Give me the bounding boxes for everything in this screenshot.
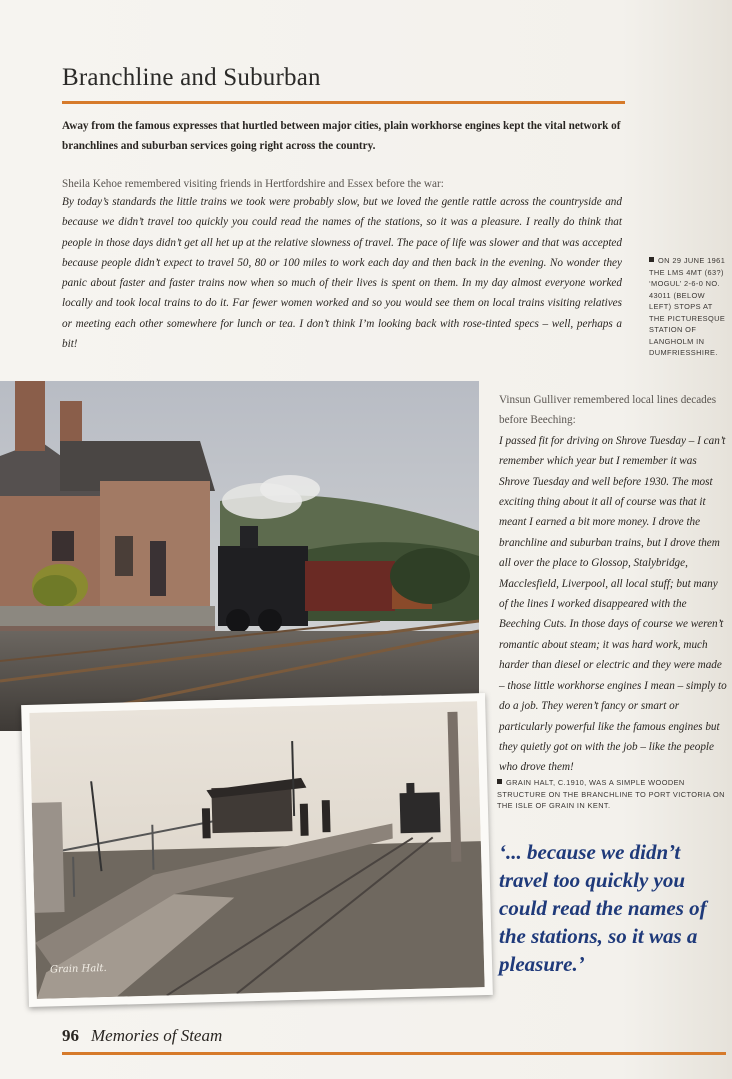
page-number: 96 <box>62 1026 79 1045</box>
right-column <box>499 390 727 778</box>
page-title: Branchline and Suburban <box>62 64 321 91</box>
book-title-footer: Memories of Steam <box>91 1026 223 1045</box>
sheila-quote: By today’s standards the little trains we took were probably slow, but we loved the gentle rattle across the countryside and because we didn’t travel too quickly you could read the names of the stations, so it was a pleasure. I really do think that people in those days didn’t get all het up at the relative slowness of travel. The pace of life was slower and that was accepted because people didn’t expect to travel 50, 80 or 100 miles to work each day and then back in the evening. No wonder they panic about faster and faster trains now when so much of their lives is spent on them. In my day almost everyone worked locally and took local trains to do it. Far fewer women worked and so you would see them on local trains visiting relatives or meeting each other somewhere for lunch or tea. I don’t think I’m looking back with rose-tinted specs – well, perhaps a bit! <box>62 196 622 351</box>
gulliver-quote: I passed fit for driving on Shrove Tuesday – I can’t remember which year but I remember it was Shrove Tuesday and well before 1930. The most exciting thing about it all of course was that it meant I earned a bit more money. I drove the branchline and suburban trains, but I drove them all over the place to Glossop, Stalybridge, Macclesfield, Liverpool, all local stuff; but many of the lines I worked disappeared with the Beeching Cuts. In those days of course we weren’t romantic about steam; it was hard work, much harder than diesel or electric and they were made – those little workhorse engines I mean – simply to do a job. They weren’t fancy or smart or particularly powerful like the famous engines but they quietly got on with the job – like the people who drove them! <box>499 434 727 774</box>
title-rule <box>62 101 625 104</box>
langholm-station-photo <box>0 381 479 731</box>
caption-bullet-icon <box>497 779 502 784</box>
caption-text: ON 29 JUNE 1961 THE LMS 4MT (63?) ‘MOGUL’ 2-6-0 NO. 43011 (BELOW LEFT) STOPS AT THE PICTURESQUE STATION OF LANGHOLM IN DUMFRIESSHIRE. <box>649 256 726 357</box>
caption-bullet-icon <box>649 257 654 262</box>
pull-quote: ‘... because we didn’t travel too quickly you could read the names of the stations, so it was a pleasure.’ <box>499 840 707 976</box>
body-intro: Sheila Kehoe remembered visiting friends in Hertfordshire and Essex before the war: <box>62 178 444 190</box>
caption-langholm <box>649 255 729 359</box>
grain-halt-photo <box>29 701 484 999</box>
footer-rule <box>62 1052 726 1055</box>
grain-halt-photo-frame <box>21 693 493 1007</box>
caption-grain-halt <box>497 777 727 812</box>
grain-halt-handwritten-label: Grain Halt. <box>49 962 107 976</box>
gulliver-intro: Vinsun Gulliver remembered local lines decades before Beeching: <box>499 394 717 427</box>
intro-paragraph: Away from the famous expresses that hurtled between major cities, plain workhorse engines kept the vital network of branchlines and suburban services going right across the country. <box>62 120 621 152</box>
caption-text: GRAIN HALT, C.1910, WAS A SIMPLE WOODEN STRUCTURE ON THE BRANCHLINE TO PORT VICTORIA ON THE ISLE OF GRAIN IN KENT. <box>497 778 725 810</box>
